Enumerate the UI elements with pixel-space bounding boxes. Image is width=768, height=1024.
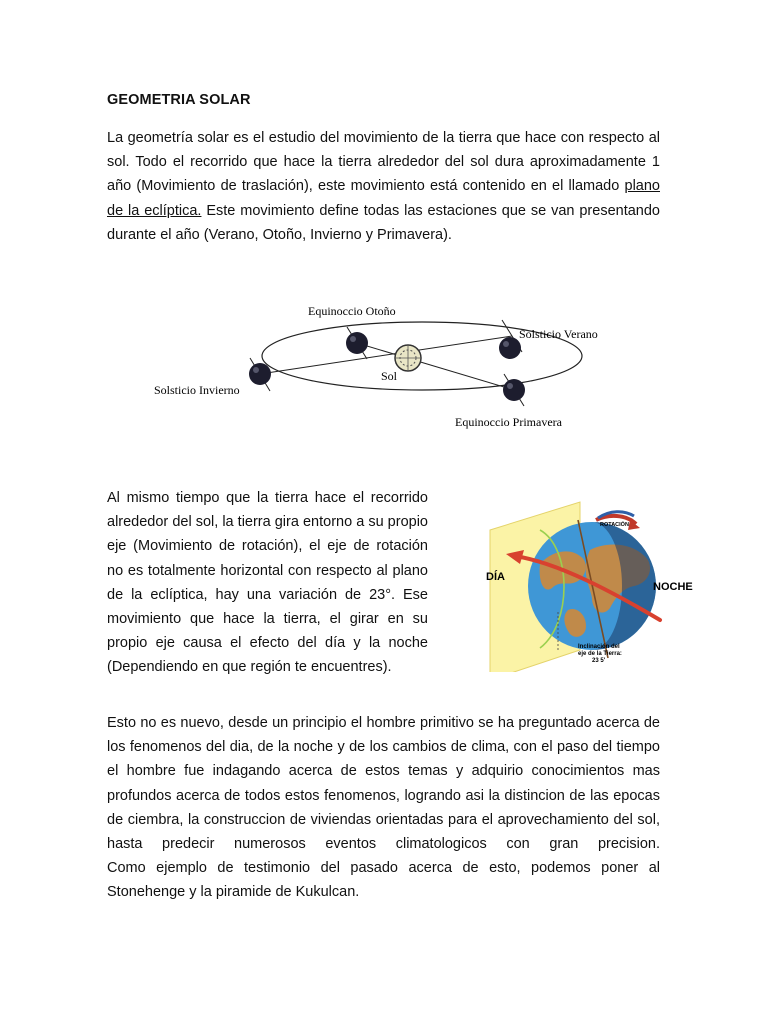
label-night: NOCHE	[653, 581, 693, 593]
label-rotation: ROTACIÓN	[600, 522, 629, 528]
paragraph-history-text: Esto no es nuevo, desde un principio el hombre primitivo se ha preguntado acerca de los fenomenos del dia, de la noche y de los cambios de clima, con el paso del tiempo el hombre fue indagando acerca de estos temas y adquirio conocimientos mas profundos acerca de todos estos fenomenos, logrando asi la distincion de las epocas de ciembra, la construccion de viviendas orientadas para el aprovechamiento del sol, hasta predecir numerosos eventos climatologicos con gran precision.	[107, 715, 660, 853]
label-day: DÍA	[486, 571, 505, 583]
paragraph-intro-text-end: Este movimiento define todas las estaciones que se van presentando durante el año (Verano, Otoño, Invierno y Primavera).	[107, 202, 660, 243]
paragraph-intro	[107, 126, 660, 247]
label-tilt-line3: 23 5'	[592, 658, 606, 664]
label-tilt-line2: eje de la Tierra:	[578, 651, 622, 657]
label-spring-equinox: Equinoccio Primavera	[455, 415, 562, 429]
rotation-diagram	[440, 490, 718, 672]
earth-winter	[249, 358, 271, 391]
paragraph-rotation: Al mismo tiempo que la tierra hace el recorrido alrededor del sol, la tierra gira entorno a su propio eje (Movimiento de rotación), el eje de rotación no es totalmente horizontal con respecto al plano de la eclíptica, hay una variación de 23°. Ese movimiento que hace la tierra, el girar en su propio eje causa el efecto del día y la noche (Dependiendo en que región te encuentres).	[107, 490, 428, 676]
earth-spring	[503, 374, 525, 406]
earth-autumn	[346, 327, 368, 359]
document-title: GEOMETRIA SOLAR	[107, 92, 251, 108]
label-autumn-equinox: Equinoccio Otoño	[308, 304, 396, 318]
orbit-diagram	[140, 296, 630, 436]
paragraph-history	[107, 711, 660, 905]
paragraph-history-example: Como ejemplo de testimonio del pasado acerca de esto, podemos poner al Stonehenge y la piramide de Kukulcan.	[107, 860, 660, 901]
label-winter-solstice: Solsticio Invierno	[154, 383, 240, 397]
paragraph-intro-text: La geometría solar es el estudio del movimiento de la tierra que hace con respecto al sol. Todo el recorrido que hace la tierra alrededor del sol dura aproximadamente 1 año (Movimiento de traslación), este movimiento está contenido en el llamado	[107, 130, 660, 195]
label-sun: Sol	[381, 369, 398, 383]
label-tilt-line1: Inclinación del	[578, 644, 620, 650]
ecliptic-link[interactable]: plano de la eclíptica.	[107, 178, 660, 219]
sun-icon	[395, 345, 421, 371]
label-summer-solstice: Solsticio Verano	[519, 327, 598, 341]
